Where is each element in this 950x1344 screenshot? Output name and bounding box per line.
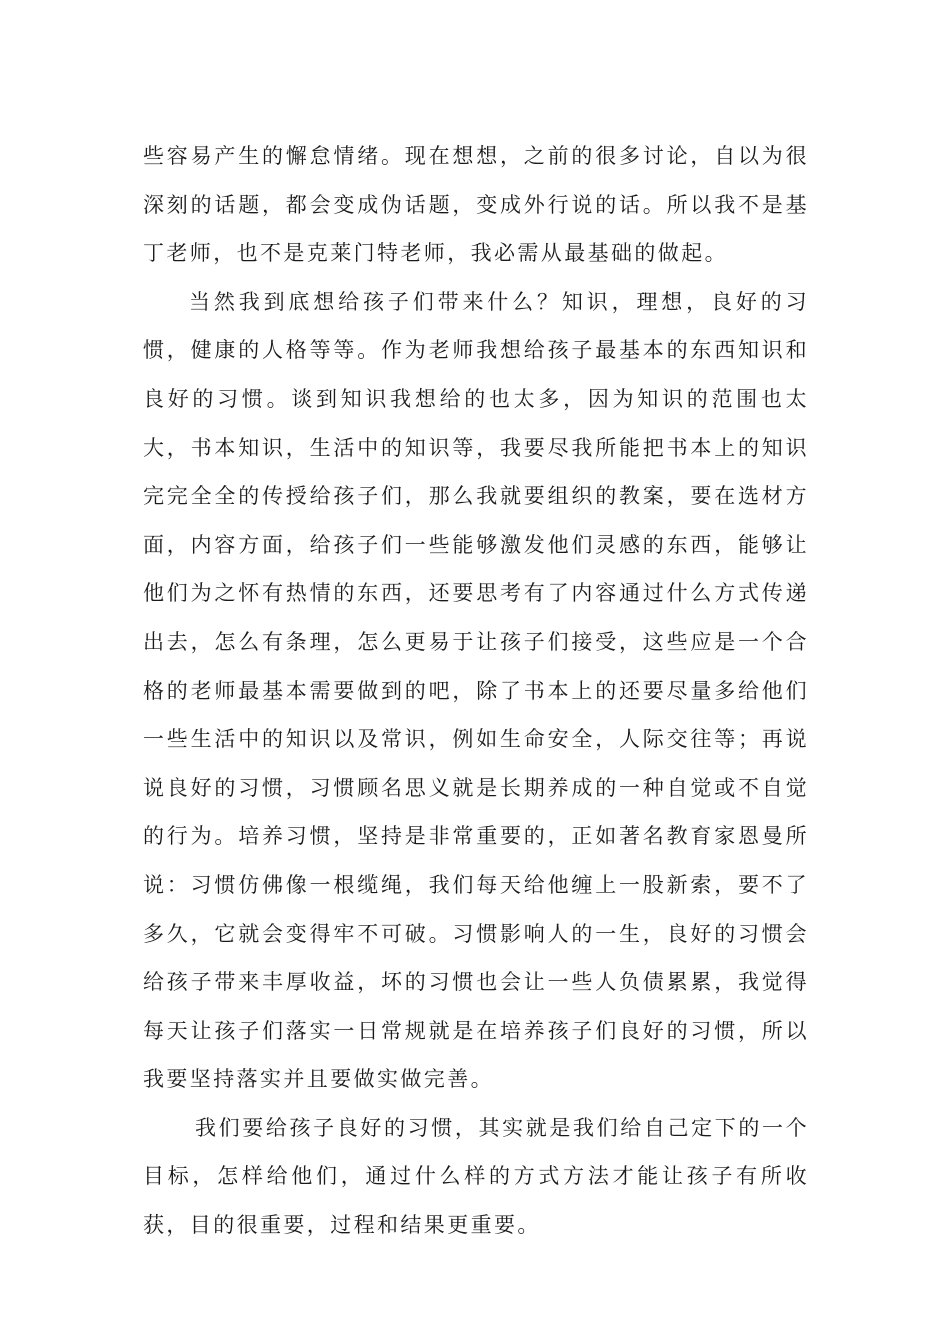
paragraph-goals: 我们要给孩子良好的习惯，其实就是我们给自己定下的一个目标，怎样给他们，通过什么样的方式方法才能让孩子有所收获，目的很重要，过程和结果更重要。 [143, 1115, 809, 1238]
document-body [143, 132, 809, 1250]
paragraph-knowledge-and-habits: 当然我到底想给孩子们带来什么？知识，理想，良好的习惯，健康的人格等等。作为老师我想给孩子最基本的东西知识和良好的习惯。谈到知识我想给的也太多，因为知识的范围也太大，书本知识，生活中的知识等，我要尽我所能把书本上的知识完完全全的传授给孩子们，那么我就要组织的教案，要在选材方面，内容方面，给孩子们一些能够激发他们灵感的东西，能够让他们为之怀有热情的东西，还要思考有了内容通过什么方式传递出去，怎么有条理，怎么更易于让孩子们接受，这些应是一个合格的老师最基本需要做到的吧，除了书本上的还要尽量多给他们一些生活中的知识以及常识，例如生命安全，人际交往等；再说说良好的习惯，习惯顾名思义就是长期养成的一种自觉或不自觉的行为。培养习惯，坚持是非常重要的，正如著名教育家恩曼所说：习惯仿佛像一根缆绳，我们每天给他缠上一股新索，要不了多久，它就会变得牢不可破。习惯影响人的一生，良好的习惯会给孩子带来丰厚收益，坏的习惯也会让一些人负债累累，我觉得每天让孩子们落实一日常规就是在培养孩子们良好的习惯，所以我要坚持落实并且要做实做完善。 [143, 289, 809, 1092]
paragraph-continuation: 些容易产生的懈怠情绪。现在想想，之前的很多讨论，自以为很深刻的话题，都会变成伪话题，变成外行说的话。所以我不是基丁老师，也不是克莱门特老师，我必需从最基础的做起。 [143, 144, 809, 266]
